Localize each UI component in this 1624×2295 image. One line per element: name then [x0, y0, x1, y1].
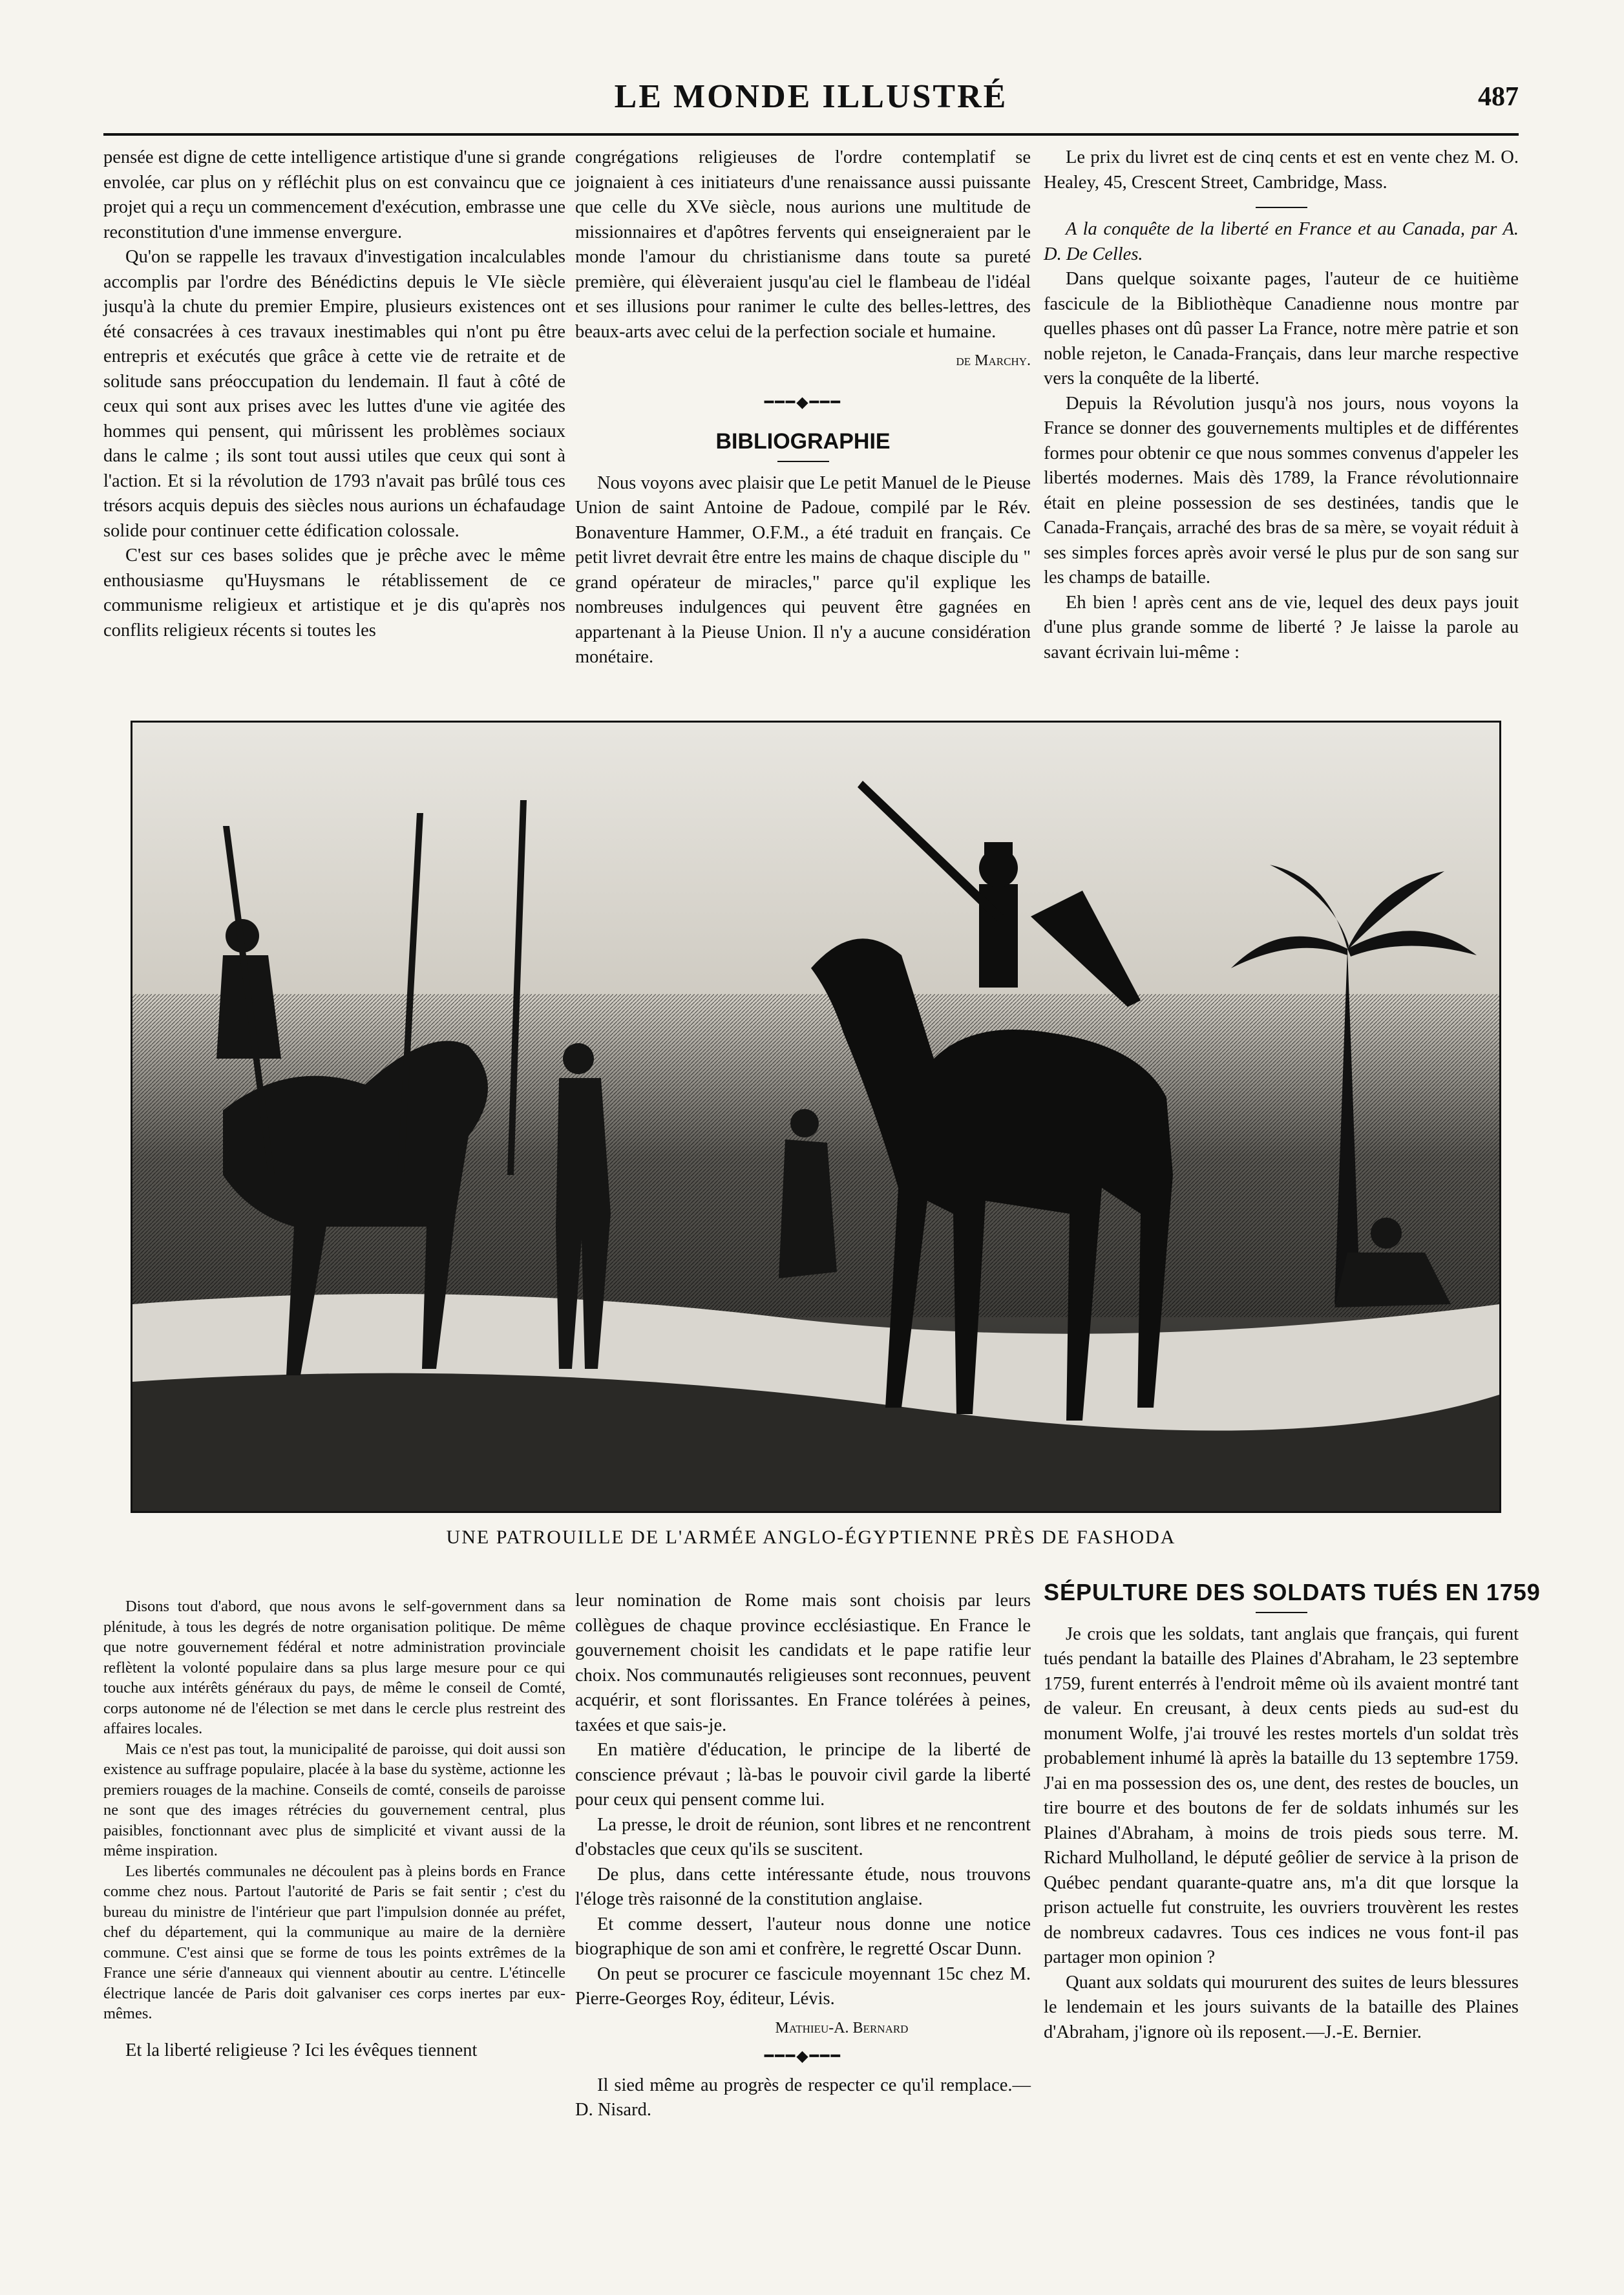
paragraph: Disons tout d'abord, que nous avons le self-government dans sa plénitude, à tous les degrés de notre organisation politique. De même que notre gouvernement fédéral et notre administration provinciale reflètent la volonté populaire dans sa plus large mesure pour ce qui touche aux intérêts généraux du pays, de même le conseil de Comté, corps autonome né de l'élection se met dans le cercle plus restreint des affaires locales.	[103, 1598, 565, 1737]
illustration-caption: UNE PATROUILLE DE L'ARMÉE ANGLO-ÉGYPTIENNE PRÈS DE FASHODA	[446, 1527, 1176, 1548]
paragraph: Il sied même au progrès de respecter ce qu'il remplace.—D. Nisard.	[575, 2075, 1031, 2120]
column-2	[575, 145, 1031, 670]
paragraph: Et la liberté religieuse ? Ici les évêques tiennent	[125, 2040, 478, 2060]
signature: Mathieu-A. Bernard	[775, 2019, 909, 2036]
engraving-drawing	[132, 723, 1499, 1511]
paragraph: Les libertés communales ne découlent pas à pleins bords en France comme chez nous. Partout l'autorité de Paris se fait sentir ; c'est du bureau du ministre de l'intérieur que part l'impulsion donnée au préfet, chef du département, qui la communique au maire de la dernière commune. C'est ainsi que se forme de tous les points extrêmes de la France une série d'anneaux qui viennent aboutir au centre. L'étincelle électrique lancée de Paris doit galvaniser ces corps inertes par eux-mêmes.	[103, 1862, 565, 2022]
heading-rule	[1256, 1612, 1307, 1613]
paragraph: Qu'on se rappelle les travaux d'investigation incalculables accomplis par l'ordre des Bénédictins depuis le VIe siècle jusqu'à la chute du premier Empire, plusieurs existences ont été consacrées à ces travaux inestimables qui n'ont pu être entrepris et exécutés que grâce à cette vie de retraite et de solitude sans préoccupation du lendemain. Il faut à côté de ceux qui sont aux prises avec les luttes d'une vie agitée des hommes qui pensent, qui mûrissent les problèmes sociaux dans le calme ; ils sont tout aussi utiles que ceux qui sont à l'action. Et si la révolution de 1793 n'avait pas brûlé tous ces trésors acquis depuis des siècles nous aurions un échafaudage solide pour continuer cette édification colossale.	[103, 247, 565, 541]
masthead	[103, 78, 1519, 129]
ornament-divider: ━━━◆━━━	[764, 394, 842, 411]
paragraph: pensée est digne de cette intelligence artistique d'une si grande envolée, car plus on y réfléchit plus on est convaincu que ce projet qui a reçu un commencement d'exécution, embrasse une reconstitution d'une immense envergure.	[103, 147, 565, 242]
column-3	[1044, 145, 1519, 665]
paragraph: Le prix du livret est de cinq cents et est en vente chez M. O. Healey, 45, Crescent Street, Cambridge, Mass.	[1044, 147, 1519, 193]
newspaper-title: LE MONDE ILLUSTRÉ	[614, 78, 1008, 115]
paragraph: La presse, le droit de réunion, sont libres et ne rencontrent d'obstacles que ceux qu'ils se suscitent.	[575, 1814, 1031, 1859]
section-heading: BIBLIOGRAPHIE	[715, 429, 891, 454]
paragraph: Dans quelque soixante pages, l'auteur de ce huitième fascicule de la Bibliothèque Canadienne nous montre par quelles phases ont dû passer La France, notre mère patrie et son noble rejeton, le Canada-Français, dans leur marche respective vers la conquête de la liberté.	[1044, 269, 1519, 388]
paragraph: congrégations religieuses de l'ordre contemplatif se joignaient à ces initiateurs d'une renaissance aussi puissante que celle du XVe siècle, nous aurions une multitude de missionnaires et d'apôtres fervents qui enseigneraient par le monde l'amour du christianisme dans toute sa pureté première, qui élèveraient jusqu'au ciel le flambeau de l'idéal et ses illusions pour ranimer le culte des belles-lettres, des beaux-arts avec celui de la perfection sociale et humaine.	[575, 147, 1031, 342]
paragraph: De plus, dans cette intéressante étude, nous trouvons l'éloge très raisonné de la constitution anglaise.	[575, 1864, 1031, 1909]
paragraph: Mais ce n'est pas tout, la municipalité de paroisse, qui doit aussi son existence au suffrage populaire, placée à la base du système, actionne les premiers rouages de la machine. Conseils de comté, conseils de paroisse ne sont que des images rétrécies du gouvernement central, plus paisibles, fonctionnant avec plus de simplicité et vivant aussi de la même inspiration.	[103, 1740, 565, 1859]
paragraph: Depuis la Révolution jusqu'à nos jours, nous voyons la France se donner des gouvernements multiples et de différentes formes pour obtenir ce que nous sommes convenus d'appeler les libertés modernes. Mais dès 1789, la France révolutionnaire était en pleine possession de ses destinées, tandis que le Canada-Français, arraché des bras de sa mère, se voyait réduit à ses simples forces après avoir versé le plus pur de son sang sur les champs de bataille.	[1044, 393, 1519, 587]
column-4	[103, 1596, 565, 2063]
paragraph: On peut se procurer ce fascicule moyennant 15c chez M. Pierre-Georges Roy, éditeur, Lévis.	[575, 1963, 1031, 2009]
paragraph: Eh bien ! après cent ans de vie, lequel des deux pays jouit d'une plus grande somme de liberté ? Je laisse la parole au savant écrivain lui-même :	[1044, 592, 1519, 662]
heading-rule	[777, 461, 829, 462]
illustration-engraving	[131, 721, 1501, 1513]
column-1	[103, 145, 565, 643]
paragraph: leur nomination de Rome mais sont choisis par leurs collègues de chaque province ecclésiastique. En France le gouvernement choisit les candidats et le pape ratifie leur choix. Nos communautés religieuses sont reconnues, peuvent acquérir, et sont florissantes. En France tolérées à peines, taxées et que sais-je.	[575, 1591, 1031, 1735]
ornament-divider: ━━━◆━━━	[764, 2048, 842, 2065]
paragraph: Quant aux soldats qui moururent des suites de leurs blessures le lendemain et les jours suivants de la bataille des Plaines d'Abraham, j'ignore où ils reposent.—J.-E. Bernier.	[1044, 1972, 1519, 2042]
divider-rule	[1256, 207, 1307, 208]
paragraph: En matière d'éducation, le principe de la liberté de conscience prévaut ; là-bas le pouvoir civil garde la liberté pour ceux qui pensent comme lui.	[575, 1740, 1031, 1810]
signature: de Marchy.	[956, 352, 1031, 369]
section-heading: SÉPULTURE DES SOLDATS TUÉS EN 1759	[1044, 1579, 1541, 1605]
page-number: 487	[1478, 82, 1519, 112]
masthead-rule	[103, 133, 1519, 136]
paragraph: Je crois que les soldats, tant anglais que français, qui furent tués pendant la bataille des Plaines d'Abraham, le 23 septembre 1759, furent enterrés à l'endroit même où ils avaient montré tant de valeur. En creusant, à deux cents pieds au sud-est du monument Wolfe, j'ai trouvé les restes mortels d'un soldat très probablement inhumé là après la bataille du 13 septembre 1759. J'ai en ma possession des os, une dent, des restes de boucles, un tire bourre et des boutons de fer de soldats inhumés sur les Plaines d'Abraham, à moins de trois pieds sous terre. M. Richard Mulholland, le député geôlier de service à la prison de Québec pendant quarante-quatre ans, m'a dit que lorsque la prison actuelle fut construite, les ouvriers trouvèrent les restes de nombreux cadavres. Tous ces indices ne vous font-il pas partager mon opinion ?	[1044, 1623, 1519, 1967]
paragraph: C'est sur ces bases solides que je prêche avec le même enthousiasme qu'Huysmans le rétablissement de ce communisme religieux et artistique et je dis qu'après nos conflits religieux récents si toutes les	[103, 545, 565, 640]
column-6	[1044, 1579, 1541, 2045]
book-title: A la conquête de la liberté en France et au Canada, par A. D. De Celles.	[1044, 219, 1519, 264]
paragraph: Et comme dessert, l'auteur nous donne une notice biographique de son ami et confrère, le regretté Oscar Dunn.	[575, 1914, 1031, 1959]
column-5	[575, 1589, 1031, 2123]
paragraph: Nous voyons avec plaisir que Le petit Manuel de le Pieuse Union de saint Antoine de Padoue, compilé par le Rév. Bonaventure Hammer, O.F.M., a été traduit en français. Ce petit livret devrait être entre les mains de chaque disciple du " grand opérateur de miracles," parce qu'il explique les nombreuses indulgences qui peuvent être gagnées en appartenant à la Pieuse Union. Il n'y a aucune considération monétaire.	[575, 472, 1031, 667]
